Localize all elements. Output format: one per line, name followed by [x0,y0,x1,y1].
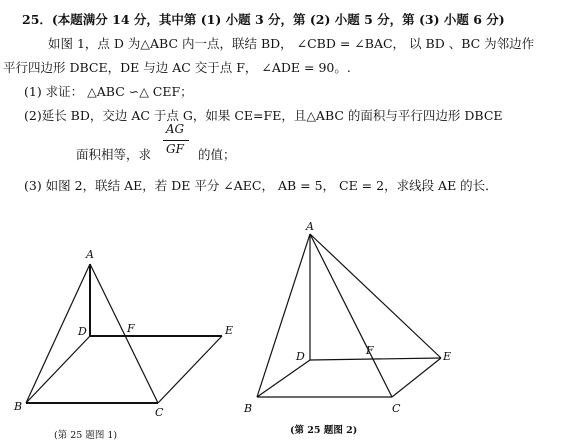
problem-header: 25．(本题满分 14 分，其中第 (1) 小题 3 分，第 (2) 小题 5 分，第 (3) 小题 6 分) [22,12,505,27]
fig1-label-d: D [78,325,87,338]
fig2-label-b: B [244,402,253,415]
figure-1 [0,240,260,420]
fraction-denominator: GF [166,142,184,156]
fraction-numerator: AG [165,122,185,136]
fig2-segment-ac [310,234,392,397]
fig2-label-d: D [296,350,305,363]
fig1-label-e: E [225,324,234,337]
question-2-line-2-post: 的值； [198,147,236,162]
fraction-bar [163,140,189,141]
figure-2 [240,220,480,420]
fig2-label-f: F [366,344,374,357]
fig2-segment-bd [257,360,310,397]
figure-2-caption: (第 25 题图 2) [290,425,358,436]
figure-1-caption: (第 25 题图 1) [54,430,118,441]
question-3: (3) 如图 2，联结 AE，若 DE 平分 ∠AEC， AB = 5， CE = 2，求线段 AE 的长． [24,178,498,193]
fig2-segment-ab [257,234,310,397]
fig1-segment-ce [158,336,222,403]
fig1-label-c: C [155,406,164,419]
question-2-line-1: (2)延长 BD，交边 AC 于点 G，如果 CE=FE，且△ABC 的面积与平行四边形 DBCE [24,108,503,123]
fig1-label-b: B [14,400,23,413]
fig2-segment-ce [392,358,441,397]
fig2-segment-de [310,358,441,360]
intro-line-1: 如图 1，点 D 为△ABC 内一点，联结 BD， ∠CBD = ∠BAC， 以 BD 、BC 为邻边作 [48,36,535,51]
fig1-label-f: F [127,322,135,335]
intro-line-2: 平行四边形 DBCE，DE 与边 AC 交于点 F， ∠ADE = 90。. [3,60,351,75]
fig1-segment-ac [90,264,158,403]
fig2-segment-ae [310,234,441,358]
fig1-segment-bd [26,336,90,403]
question-2-line-2-pre: 面积相等，求 [76,147,152,162]
fig2-label-e: E [443,350,452,363]
question-1: (1) 求证： △ABC ∽△ CEF； [24,84,193,99]
fig1-label-a: A [86,248,94,261]
fig2-label-c: C [392,402,401,415]
fig2-label-a: A [306,220,314,233]
